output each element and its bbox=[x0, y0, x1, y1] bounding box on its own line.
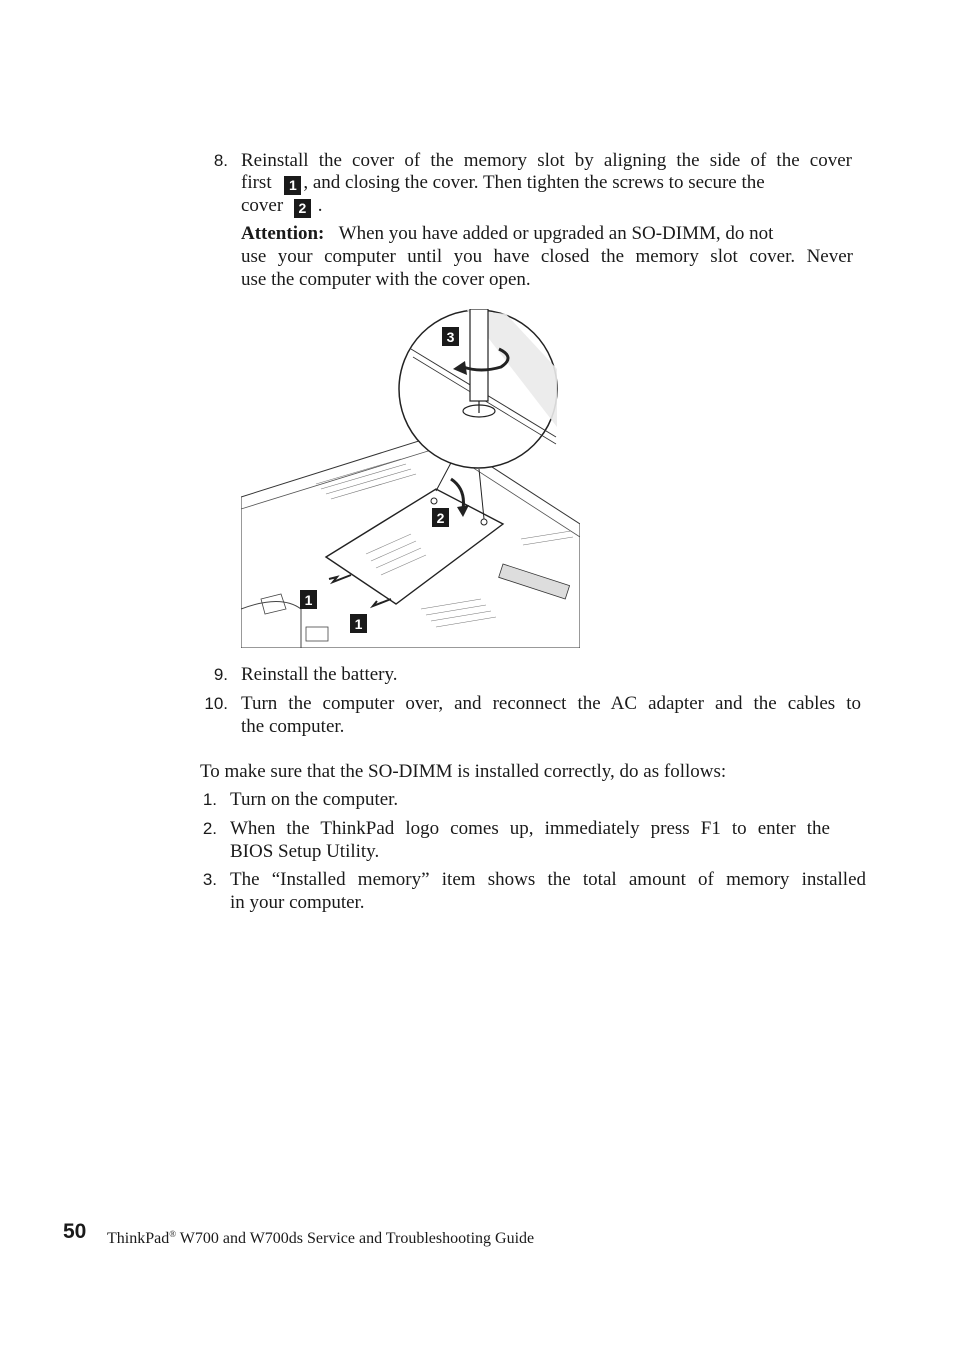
step-text-line: the computer. bbox=[241, 716, 345, 737]
step-text-line: Turn the computer over, and reconnect the AC adapter and the cables to bbox=[241, 693, 861, 714]
list-item: BIOS Setup Utility. bbox=[230, 841, 380, 862]
attention-note bbox=[241, 222, 773, 245]
attention-text: use the computer with the cover open. bbox=[241, 269, 531, 290]
memory-cover-illustration bbox=[241, 309, 580, 648]
step-text-line: Reinstall the battery. bbox=[241, 664, 398, 685]
attention-text: When you have added or upgraded an SO-DIMM, do not bbox=[338, 223, 774, 244]
list-item: The “Installed memory” item shows the total amount of memory installed bbox=[230, 869, 866, 890]
step-number: 9. bbox=[213, 665, 228, 684]
registered-mark: ® bbox=[169, 1229, 177, 1239]
callout-badge-1: 1 bbox=[304, 592, 313, 608]
step-text-line: Reinstall the cover of the memory slot by aligning the side of the cover bbox=[241, 150, 852, 171]
attention-label: Attention: bbox=[241, 223, 325, 244]
step-text-line bbox=[241, 171, 765, 195]
callout-badge-1: 1 bbox=[284, 176, 301, 195]
list-item: When the ThinkPad logo comes up, immediately press F1 to enter the bbox=[230, 818, 830, 839]
footer-title-rest: W700 and W700ds Service and Troubleshooting Guide bbox=[176, 1230, 535, 1247]
step-text-line bbox=[241, 194, 322, 218]
callout-badge-3: 3 bbox=[446, 329, 455, 345]
footer-brand: ThinkPad bbox=[107, 1230, 170, 1247]
step-number: 8. bbox=[213, 151, 228, 170]
attention-text: use your computer until you have closed the memory slot cover. Never bbox=[241, 246, 853, 267]
step-text-fragment: first bbox=[241, 172, 272, 193]
step-text-fragment: cover bbox=[241, 195, 284, 216]
callout-badge-1: 1 bbox=[354, 616, 363, 632]
verify-intro: To make sure that the SO-DIMM is installed correctly, do as follows: bbox=[200, 761, 727, 782]
list-number: 3. bbox=[202, 870, 217, 889]
list-number: 1. bbox=[202, 790, 217, 809]
list-number: 2. bbox=[202, 819, 217, 838]
list-item: Turn on the computer. bbox=[230, 789, 399, 810]
callout-badge-2: 2 bbox=[294, 199, 311, 218]
footer-title bbox=[107, 1223, 534, 1250]
list-item: in your computer. bbox=[230, 892, 365, 913]
step-text-fragment: , and closing the cover. Then tighten the screws to secure the bbox=[303, 172, 765, 193]
page-number: 50 bbox=[63, 1220, 87, 1243]
step-number: 10. bbox=[204, 694, 228, 713]
callout-badge-2: 2 bbox=[436, 510, 445, 526]
step-text-fragment: . bbox=[317, 195, 323, 216]
